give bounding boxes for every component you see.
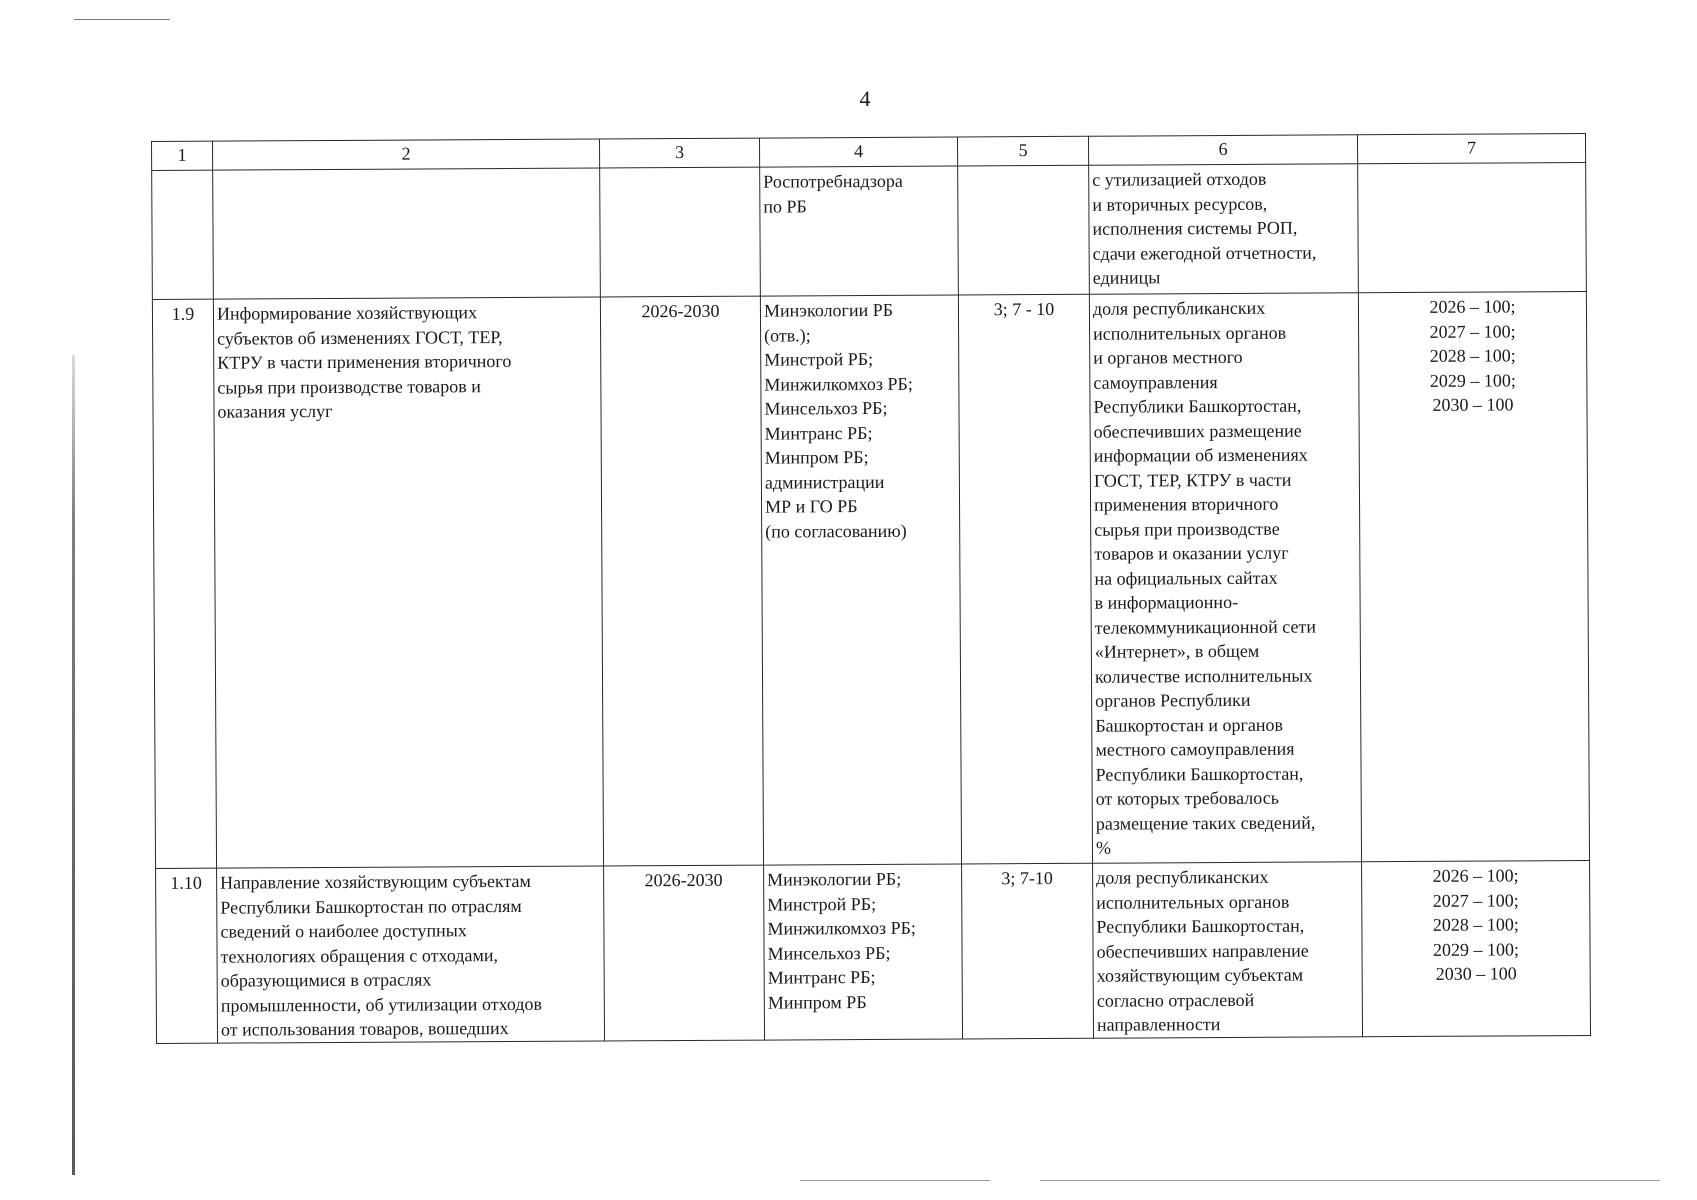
cell-line: исполнительных органов [1096, 891, 1290, 913]
header-cell: 6 [1088, 135, 1357, 166]
cell-line: Минпром РБ; [764, 446, 869, 468]
cell-line: технологиях обращения с отходами, [220, 944, 499, 967]
header-cell: 5 [957, 136, 1088, 166]
document-table [151, 133, 1591, 1044]
cell-line: и вторичных ресурсов, [1092, 193, 1268, 215]
page-number: 4 [859, 86, 871, 111]
cell-line: доля республиканских [1092, 297, 1266, 319]
cell-line: Информирование хозяйствующих [216, 302, 478, 324]
cell-line: Роспотребнадзора [763, 170, 903, 192]
cell-line: информации об изменениях [1093, 444, 1308, 466]
header-cell: 4 [759, 137, 957, 167]
cell-line: Минтранс РБ; [764, 422, 873, 444]
cell-values [1358, 291, 1589, 861]
cell-line: ГОСТ, ТЕР, КТРУ в части [1093, 469, 1292, 491]
cell-line: от которых требовалось [1095, 787, 1279, 809]
cell-line: % [1095, 837, 1112, 858]
cell-line: от использования товаров, вошедших [220, 1018, 509, 1040]
cell-line: КТРУ в части применения вторичного [217, 350, 512, 373]
cell-goal-refs [958, 165, 1090, 295]
cell-period: 2026-2030 [600, 296, 763, 866]
cell-line: местного самоуправления [1095, 738, 1295, 760]
cell-line: единицы [1092, 267, 1161, 288]
cell-line: промышленности, об утилизации отходов [220, 993, 543, 1016]
header-cell: 3 [599, 138, 759, 168]
cell-line: обеспечивших направление [1096, 940, 1309, 962]
cell-line: Минжилкомхоз РБ; [764, 373, 913, 395]
cell-line: 2027 – 100; [1432, 889, 1519, 911]
cell-responsible [760, 166, 959, 296]
cell-line: в информационно- [1094, 591, 1239, 613]
cell-line: Направление хозяйствующим субъектам [220, 870, 531, 893]
cell-responsible [760, 295, 961, 865]
cell-line: Минсельхоз РБ; [764, 397, 888, 419]
cell-line: с утилизацией отходов [1092, 168, 1267, 190]
cell-line: 2030 – 100 [1432, 394, 1514, 415]
cell-line: количестве исполнительных [1094, 665, 1313, 687]
cell-line: телекоммуникационной сети [1094, 616, 1316, 638]
cell-line: исполнительных органов [1093, 322, 1287, 344]
cell-responsible [764, 864, 963, 1040]
cell-goal-refs: 3; 7 - 10 [958, 294, 1092, 864]
cell-indicator [1089, 293, 1361, 863]
cell-line: Минэкологии РБ; [767, 868, 902, 890]
cell-line: 2028 – 100; [1432, 914, 1519, 935]
cell-line: Минтранс РБ; [767, 966, 876, 988]
cell-line: 2026 – 100; [1429, 296, 1516, 317]
cell-line: товаров и оказании услуг [1094, 542, 1289, 564]
cell-line: Республики Башкортостан по отраслям [220, 895, 522, 918]
cell-line: 2026 – 100; [1432, 865, 1519, 886]
cell-line: хозяйствующим субъектам [1096, 964, 1304, 986]
cell-line: Минжилкомхоз РБ; [767, 917, 916, 939]
scan-edge-shadow [72, 355, 75, 1175]
cell-line: «Интернет», в общем [1094, 640, 1260, 662]
cell-activity [213, 168, 601, 299]
cell-period [600, 167, 761, 297]
cell-line: сырья при производстве товаров и [217, 375, 481, 398]
cell-line: 2028 – 100; [1429, 345, 1516, 366]
cell-line: оказания услуг [217, 400, 333, 422]
cell-line: применения вторичного [1093, 493, 1279, 515]
cell-line: органов Республики [1095, 689, 1251, 711]
cell-line: согласно отраслевой [1096, 989, 1255, 1011]
table-row-1-9 [152, 291, 1589, 868]
cell-values [1358, 162, 1587, 292]
cell-line: Минпром РБ [767, 991, 867, 1013]
cell-line: исполнения системы РОП, [1092, 217, 1298, 239]
cell-line: Республики Башкортостан, [1096, 915, 1305, 937]
cell-line: и органов местного [1093, 346, 1243, 368]
cell-line: сведений о наиболее доступных [220, 920, 467, 942]
cell-line: (по согласованию) [765, 520, 907, 542]
cell-line: обеспечивших размещение [1093, 420, 1302, 442]
cell-line: Башкортостан и органов [1095, 714, 1284, 736]
cell-line: по РБ [763, 195, 807, 217]
header-cell: 2 [213, 139, 600, 170]
cell-activity [213, 297, 603, 868]
cell-goal-refs: 3; 7-10 [962, 863, 1094, 1038]
table-row-continuation [152, 162, 1587, 299]
cell-values [1362, 860, 1591, 1036]
cell-line: 2030 – 100 [1435, 963, 1517, 984]
cell-line: сырья при производстве [1094, 518, 1280, 540]
cell-line: направленности [1096, 1014, 1221, 1035]
bottom-scan-line [1040, 1180, 1660, 1181]
cell-line: самоуправления [1093, 371, 1218, 393]
cell-line: доля республиканских [1096, 866, 1269, 888]
table-row-1-10 [156, 860, 1591, 1043]
cell-indicator [1089, 164, 1359, 295]
cell-indicator [1093, 862, 1363, 1038]
cell-line: субъектов об изменениях ГОСТ, ТЕР, [217, 326, 503, 349]
cell-line: Республики Башкортостан, [1093, 395, 1302, 417]
header-cell: 7 [1357, 133, 1585, 163]
cell-line: Минэкологии РБ [763, 299, 894, 321]
cell-line: МР и ГО РБ [764, 496, 858, 517]
cell-line: 2029 – 100; [1432, 938, 1520, 960]
cell-period: 2026-2030 [604, 865, 765, 1040]
cell-line: 2029 – 100; [1429, 369, 1516, 391]
cell-line: размещение таких сведений, [1095, 812, 1316, 834]
header-cell: 1 [152, 141, 213, 170]
cell-line: Минстрой РБ; [764, 348, 874, 370]
cell-line: Республики Башкортостан, [1095, 763, 1304, 785]
cell-activity [217, 866, 605, 1043]
cell-line: 2027 – 100; [1429, 320, 1516, 342]
cell-line: сдачи ежегодной отчетности, [1092, 241, 1317, 264]
cell-number [152, 170, 214, 299]
cell-line: (отв.); [764, 324, 811, 346]
top-left-rule [74, 19, 170, 20]
cell-number: 1.10 [156, 868, 218, 1043]
cell-line: Минстрой РБ; [767, 893, 877, 915]
cell-line: администрации [764, 471, 885, 493]
cell-line: на официальных сайтах [1094, 567, 1278, 589]
cell-line: образующимися в отраслях [220, 969, 432, 991]
bottom-scan-line [800, 1180, 990, 1181]
cell-number: 1.9 [152, 299, 216, 868]
cell-line: Минсельхоз РБ; [767, 942, 891, 964]
